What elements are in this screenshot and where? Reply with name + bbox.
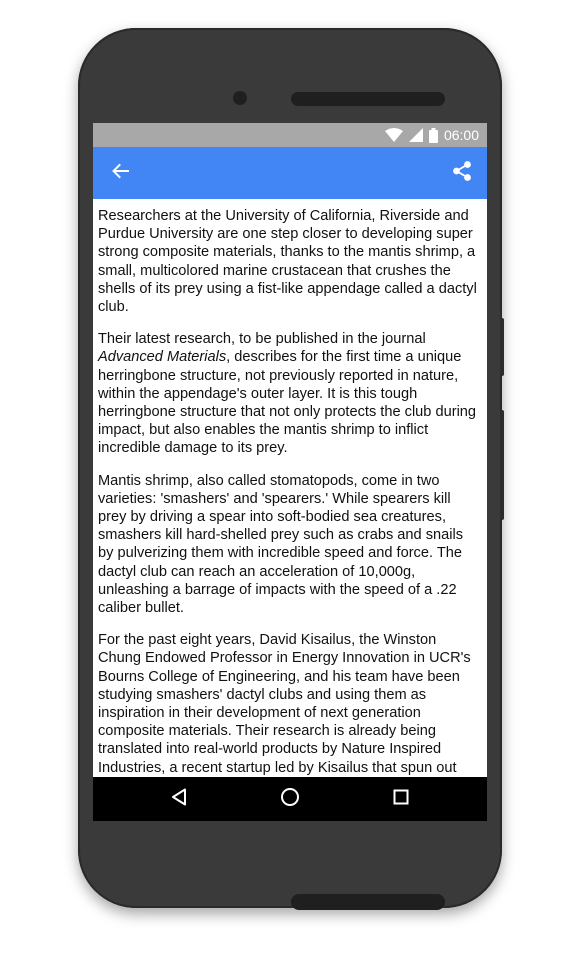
nav-home-button[interactable] xyxy=(276,785,304,813)
battery-icon xyxy=(429,128,438,143)
volume-button xyxy=(500,410,504,520)
bottom-speaker xyxy=(291,894,445,910)
nav-back-button[interactable] xyxy=(165,785,193,813)
article-content[interactable] xyxy=(93,199,487,777)
front-camera xyxy=(233,91,247,105)
back-button[interactable] xyxy=(107,161,133,185)
app-bar xyxy=(93,147,487,199)
share-icon xyxy=(452,160,472,187)
power-button xyxy=(500,318,504,376)
paragraph-2-text-start: Their latest research, to be published in the journal xyxy=(98,331,426,348)
home-circle-icon xyxy=(280,787,300,812)
article-paragraph-3: Mantis shrimp, also called stomatopods, come in two varieties: 'smashers' and 'spearers.' While spearers kill prey by driving a spear into soft-bodied sea creatures, smashers kill hard-shelled prey such as crabs and snails by pulverizing them with incredible speed and force. The dactyl club can reach an acceleration of 10,000g, unleashing a barrage of impacts with the speed of a .22 caliber bullet. xyxy=(98,472,464,617)
nav-recents-button[interactable] xyxy=(387,785,415,813)
navigation-bar xyxy=(93,777,487,821)
journal-title: Advanced Materials xyxy=(98,349,227,366)
signal-icon xyxy=(409,128,423,142)
paragraph-2-text-end: , describes for the first time a unique herringbone structure, not previously reported in nature, within the appendage's outer layer. It is this tough herringbone structure that not only protects the club during impact, but also enables the mantis shrimp to inflict incredible damage to its prey. xyxy=(98,349,477,457)
wifi-icon xyxy=(385,128,403,142)
earpiece-speaker xyxy=(291,92,445,106)
back-triangle-icon xyxy=(171,788,187,811)
article-paragraph-2 xyxy=(98,330,481,457)
status-time: 06:00 xyxy=(443,127,479,143)
status-bar xyxy=(93,123,487,147)
recents-square-icon xyxy=(393,789,409,810)
article-paragraph-4: For the past eight years, David Kisailus, the Winston Chung Endowed Professor in Energy Innovation in UCR's Bourns College of Engineering, and his team have been studying smashers' dactyl clubs and using them as inspiration in their development of next generation composite materials. Their research is already being translated into real-world products by Nature Inspired Industries, a recent startup led by Kisailus that spun out xyxy=(98,632,471,776)
share-button[interactable] xyxy=(449,160,475,186)
arrow-back-icon xyxy=(111,163,129,184)
phone-screen xyxy=(93,123,487,821)
article-paragraph-1: Researchers at the University of California, Riverside and Purdue University are one step closer to developing super strong composite materials, thanks to the mantis shrimp, a small, multicolored marine crustacean that crushes the shells of its prey using a fist-like appendage called a dactyl club. xyxy=(98,208,477,316)
